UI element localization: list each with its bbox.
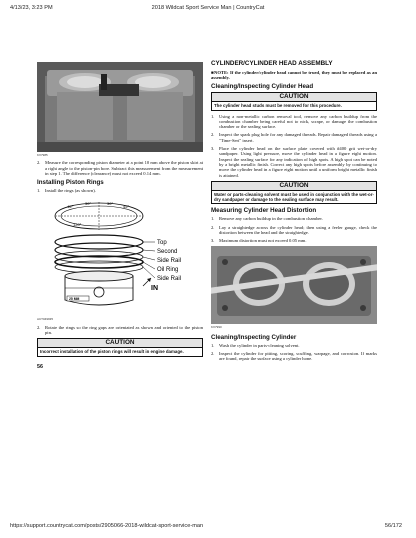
- diagram-code: ACT049935: [37, 317, 54, 322]
- step: 1. Using a non-metallic carbon removal tool, remove any carbon buildup from the combustion chamber being careful not to nick, scrape, or damage the combustion chamber or the sealing surface.: [211, 113, 377, 130]
- mark-label: 25 MM: [69, 297, 80, 302]
- page-number: 56: [37, 363, 43, 370]
- caution-label: CAUTION: [38, 339, 202, 348]
- browser-print-footer: [0, 523, 416, 533]
- step: 2. Inspect the cylinder for pitting, scoring, scuffing, warpage, and corrosion. If marks are found, repair the surface using a cylinder hone.: [211, 351, 377, 362]
- caution-label: CAUTION: [212, 93, 376, 102]
- caution-text: The cylinder head studs must be removed for this procedure.: [214, 103, 342, 109]
- step: 3. Maximum distortion must not exceed 0.05 mm.: [211, 238, 307, 244]
- heading-cleaning-cylinder: Cleaning/Inspecting Cylinder: [211, 333, 297, 341]
- ring-label-second: Second: [157, 249, 178, 256]
- caution-text: Water or parts-cleaning solvent must be used in conjunction with the wet-or-dry sandpaper or damage to the sealing surface may result.: [214, 191, 374, 203]
- caution-box: [211, 92, 377, 110]
- angle-label: 120°: [73, 222, 82, 228]
- piston-ring-diagram: [37, 196, 203, 316]
- in-label: IN: [151, 285, 158, 293]
- photo-code: KX7985: [37, 153, 48, 157]
- step-rotate-rings: 2. Rotate the rings so the ring gaps are orientated as shown and oriented to the piston pin.: [37, 324, 203, 336]
- print-title: 2018 Wildcat Sport Service Man | CountryCat: [151, 5, 265, 11]
- photo-code: KX7990: [211, 325, 222, 330]
- note: ■NOTE: If the cylinder/cylinder head cannot be trued, they must be replaced as an assembly.: [211, 69, 377, 81]
- heading-measuring-distortion: Measuring Cylinder Head Distortion: [211, 207, 317, 215]
- caution-text: Incorrect installation of the piston rings will result in engine damage.: [40, 349, 184, 355]
- step-install-rings: 1. Install the rings (as shown).: [37, 188, 96, 194]
- caution-box: [211, 181, 377, 204]
- right-column: [211, 61, 377, 365]
- section-title: CYLINDER/CYLINDER HEAD ASSEMBLY: [211, 60, 333, 67]
- step: 1. Remove any carbon buildup in the combustion chamber.: [211, 216, 323, 222]
- cylinder-straightedge-photo: [211, 246, 377, 324]
- caution-label: CAUTION: [212, 182, 376, 191]
- ring-label-top: Top: [157, 240, 167, 247]
- step: 2. Lay a straightedge across the cylinder head; then using a feeler gauge, check the distortion between the head and the straightedge.: [211, 224, 377, 235]
- step: 3. Place the cylinder head on the surface plate covered with #400 grit wet-or-dry sandpaper. Using light pressure, move the cylinder head in a figure eight motion. Inspect the sealing surface for any indication of high spots. A high spot can be noted by a bright metallic finish. Correct any high spots before assembly by continuing to move the cylinder head in a figure eight motion until a uniform bright metallic finish is attained.: [211, 146, 377, 178]
- caution-box: [37, 338, 203, 356]
- angle-label: 30°: [107, 201, 114, 207]
- angle-label: 45°: [123, 204, 130, 210]
- step: 2. Inspect the spark plug hole for any damaged threads. Repair damaged threads using a "Time-Sert" insert.: [211, 132, 377, 143]
- heading-installing-piston-rings: Installing Piston Rings: [37, 179, 104, 187]
- ring-label-side-rail: Side Rail: [157, 276, 182, 283]
- ring-label-side-rail: Side Rail: [157, 258, 182, 265]
- print-page-count: 56/172: [384, 523, 402, 529]
- heading-cleaning-cylinder-head: Cleaning/Inspecting Cylinder Head: [211, 83, 314, 91]
- ring-label-oil-ring: Oil Ring: [157, 267, 179, 274]
- step-measure-piston: 2. Measure the corresponding piston diameter at a point 10 mm above the piston skirt at a right angle to the piston-pin bore. Subtract this measurement from the measurement in step 1. The difference (clearance) must not exceed 0.14 mm.: [37, 160, 203, 176]
- print-datetime: 4/13/23, 3:23 PM: [10, 5, 53, 11]
- print-url: https://support.countrycat.com/posts/2905066-2018-wildcat-sport-service-man: [10, 523, 204, 529]
- angle-label: 30°: [85, 201, 92, 207]
- left-column: [37, 62, 203, 370]
- piston-measure-photo: [37, 62, 203, 152]
- angle-label: 45°: [67, 204, 74, 210]
- step: 1. Wash the cylinder in parts-cleaning solvent.: [211, 342, 300, 348]
- browser-print-header: [0, 5, 416, 15]
